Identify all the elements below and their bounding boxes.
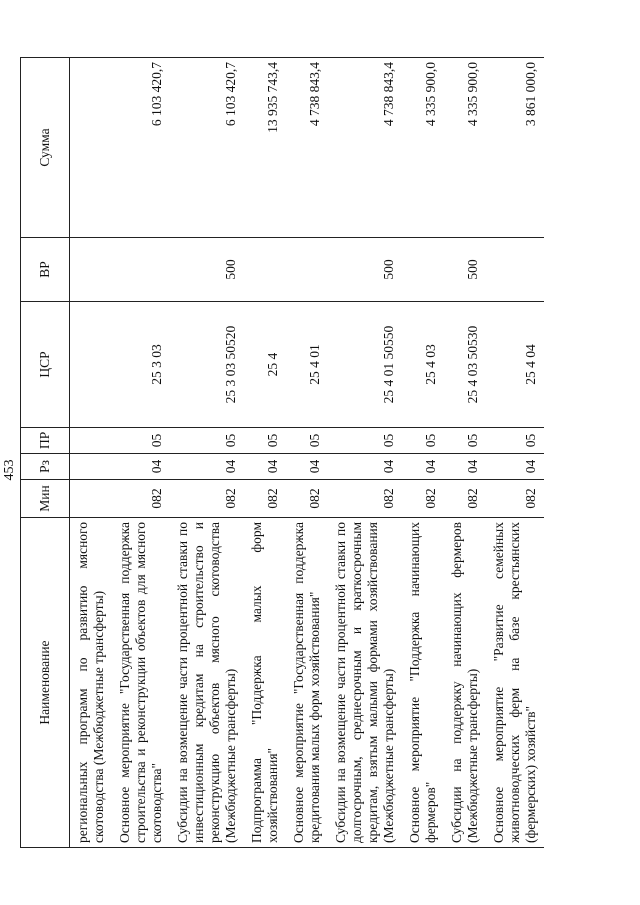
row-name: Основное мероприятие "Развитие семейных животноводческих ферм на базе крестьянских (фермерских) хозяйств" [486,518,544,848]
row-min: 082 [244,480,286,518]
row-csr: 25 4 01 50550 [328,302,402,428]
table-row [444,58,486,848]
row-min: 082 [328,480,402,518]
row-name: Субсидии на возмещение части процентной ставки по долгосрочным, среднесрочным и краткосрочным кредитам, взятым малыми формами хозяйствования (Межбюджетные трансферты) [328,518,402,848]
table-row [486,58,544,848]
header-sum: Сумма [21,58,70,238]
table-row [402,58,444,848]
row-pr: 05 [328,428,402,454]
row-vr [486,238,544,302]
table-row [70,58,113,848]
table-row [170,58,244,848]
row-rz: 04 [112,454,170,480]
row-csr [70,302,113,428]
row-sum: 4 738 843,4 [328,58,402,238]
row-sum: 4 335 900,0 [402,58,444,238]
row-csr: 25 4 03 50530 [444,302,486,428]
row-rz: 04 [402,454,444,480]
row-min: 082 [444,480,486,518]
row-rz: 04 [486,454,544,480]
row-csr: 25 4 03 [402,302,444,428]
header-row [21,58,70,848]
row-rz: 04 [170,454,244,480]
row-vr [70,238,113,302]
row-min: 082 [170,480,244,518]
row-min: 082 [486,480,544,518]
row-sum: 13 935 743,4 [244,58,286,238]
row-pr: 05 [112,428,170,454]
row-csr: 25 3 03 [112,302,170,428]
row-sum: 6 103 420,7 [112,58,170,238]
row-name: Основное мероприятие "Государственная поддержка кредитования малых форм хозяйствования" [286,518,328,848]
page-number: 453 [2,459,17,481]
table-row [244,58,286,848]
row-pr: 05 [286,428,328,454]
row-vr [244,238,286,302]
row-pr: 05 [402,428,444,454]
row-sum: 6 103 420,7 [170,58,244,238]
row-name: Подпрограмма "Поддержка малых форм хозяйствования" [244,518,286,848]
rotated-content [0,20,640,860]
header-rz: Рз [21,454,70,480]
row-csr: 25 4 [244,302,286,428]
row-vr [286,238,328,302]
row-csr: 25 3 03 50520 [170,302,244,428]
table-row [328,58,402,848]
row-pr: 05 [444,428,486,454]
table-row [286,58,328,848]
row-sum: 3 861 000,0 [486,58,544,238]
row-min: 082 [402,480,444,518]
row-pr: 05 [486,428,544,454]
row-min [70,480,113,518]
row-sum: 4 738 843,4 [286,58,328,238]
row-pr: 05 [170,428,244,454]
row-name: Основное мероприятие "Поддержка начинающих фермеров" [402,518,444,848]
header-vr: ВР [21,238,70,302]
row-name: Основное мероприятие "Государственная поддержка строительства и реконструкции объектов для мясного скотоводства" [112,518,170,848]
row-csr: 25 4 04 [486,302,544,428]
budget-table [20,57,544,848]
row-vr [402,238,444,302]
row-rz: 04 [444,454,486,480]
row-name: Субсидии на поддержку начинающих фермеров (Межбюджетные трансферты) [444,518,486,848]
row-name: региональных программ по развитию мясного скотоводства (Межбюджетные трансферты) [70,518,113,848]
row-rz: 04 [286,454,328,480]
header-name: Наименование [21,518,70,848]
row-vr: 500 [444,238,486,302]
row-rz [70,454,113,480]
header-min: Мин [21,480,70,518]
row-pr [70,428,113,454]
table-row [112,58,170,848]
row-vr [112,238,170,302]
row-min: 082 [286,480,328,518]
header-csr: ЦСР [21,302,70,428]
row-sum: 4 335 900,0 [444,58,486,238]
row-min: 082 [112,480,170,518]
row-sum [70,58,113,238]
row-rz: 04 [328,454,402,480]
row-vr: 500 [170,238,244,302]
row-csr: 25 4 01 [286,302,328,428]
row-pr: 05 [244,428,286,454]
row-name: Субсидии на возмещение части процентной ставки по инвестиционным кредитам на строительство и реконструкцию объектов мясного скотоводства (Межбюджетные трансферты) [170,518,244,848]
row-rz: 04 [244,454,286,480]
row-vr: 500 [328,238,402,302]
header-pr: ПР [21,428,70,454]
